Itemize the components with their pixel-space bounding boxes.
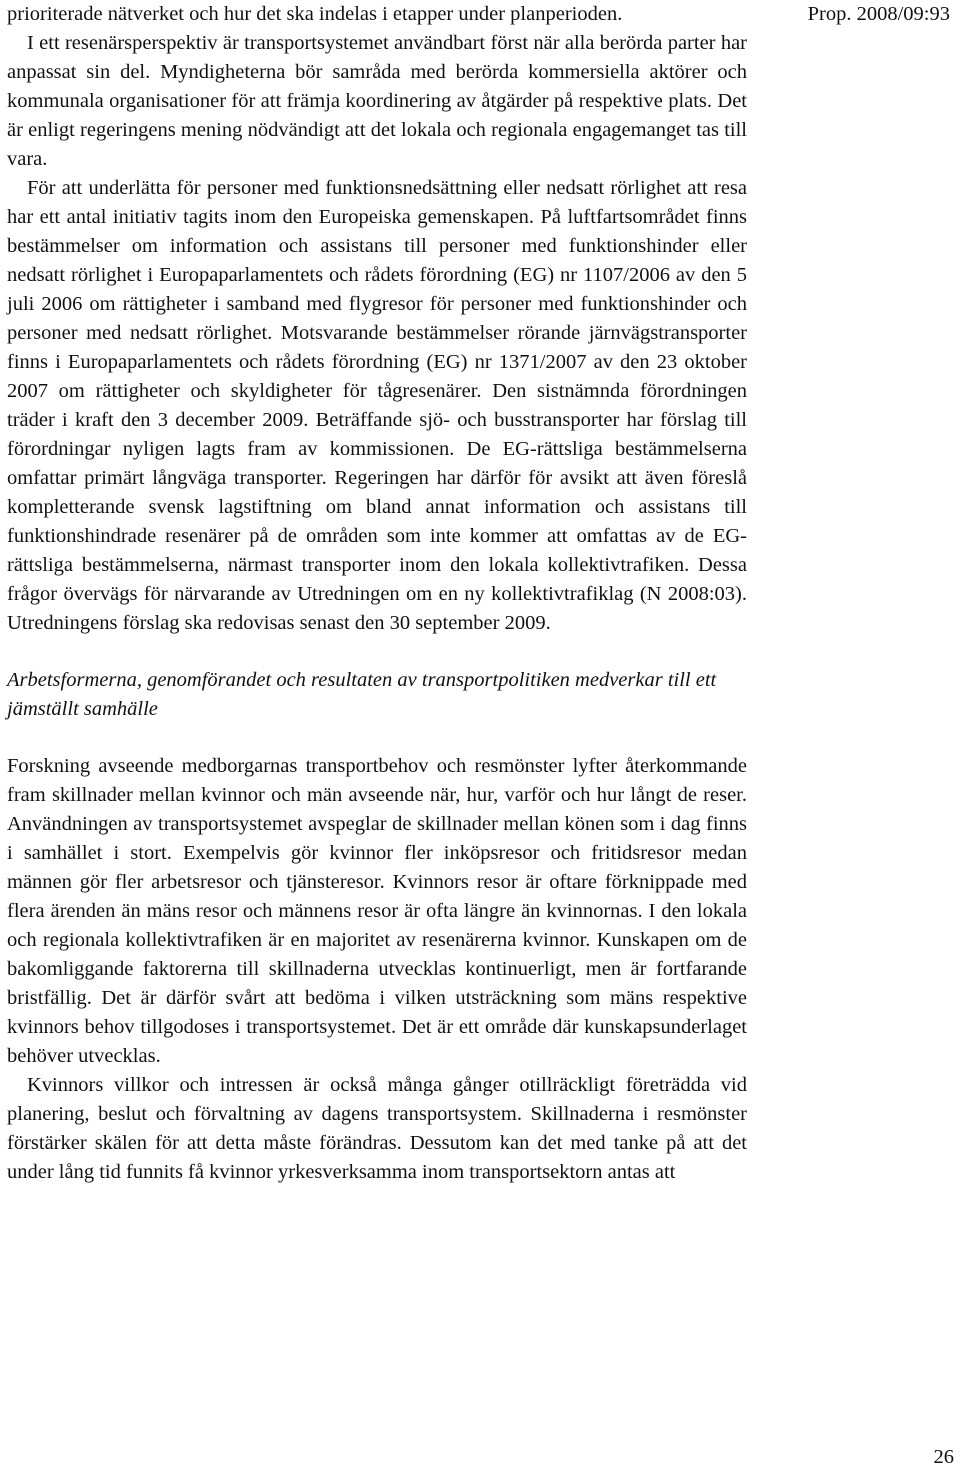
paragraph-gender-research: Forskning avseende medborgarnas transportbehov och resmönster lyfter återkommande fram skillnader mellan kvinnor och män avseende när, hur, varför och hur långt de reser. Användningen av transportsystemet avspeglar de skillnader mellan könen som i dag finns i samhället i stort. Exempelvis gör kvinnor fler inköpsresor och fritidsresor medan männen gör fler arbetsresor och tjänsteresor. Kvinnors resor är oftare förknippade med flera ärenden än mäns resor och männens resor är ofta längre än kvinnornas. I den lokala och regionala kollektivtrafiken är en majoritet av resenärerna kvinnor. Kunskapen om de bakomliggande faktorerna till skillnaderna utvecklas kontinuerligt, men är fortfarande bristfällig. Det är därför svårt att bedöma i vilken utsträckning som mäns respektive kvinnors behov tillgodoses i transportsystemet. Det är ett område där kunskapsunderlaget behöver utvecklas. — [7, 755, 747, 1067]
paragraph-women-representation: Kvinnors villkor och intressen är också många gånger otillräckligt företrädda vid planering, beslut och förvaltning av dagens transportsystem. Skillnaderna i resmönster förstärker skälen för att detta måste förändras. Dessutom kan det med tanke på att det under lång tid funnits få kvinnor yrkesverksamma inom transportsektorn antas att — [7, 1074, 747, 1183]
proposition-reference: Prop. 2008/09:93 — [807, 3, 950, 25]
paragraph-continuation: prioriterade nätverket och hur det ska indelas i etapper under planperioden. — [7, 3, 623, 25]
page-number: 26 — [933, 1446, 954, 1468]
section-heading: Arbetsformerna, genomförandet och resultaten av transportpolitiken medverkar till ett jämställt samhälle — [7, 669, 717, 720]
paragraph-disability-initiatives: För att underlätta för personer med funktionsnedsättning eller nedsatt rörlighet att resa har ett antal initiativ tagits inom den Europeiska gemenskapen. På luftfartsområdet finns bestämmelser om information och assistans till personer med funktionshinder eller nedsatt rörlighet i Europaparlamentets och rådets förordning (EG) nr 1107/2006 av den 5 juli 2006 om rättigheter i samband med flygresor för personer med funktionshinder och personer med nedsatt rörlighet. Motsvarande bestämmelser rörande järnvägstransporter finns i Europaparlamentets och rådets förordning (EG) nr 1371/2007 av den 23 oktober 2007 om rättigheter och skyldigheter för tågresenärer. Den sistnämnda förordningen träder i kraft den 3 december 2009. Beträffande sjö- och busstransporter har förslag till förordningar nyligen lagts fram av kommissionen. De EG-rättsliga bestämmelserna omfattar primärt långväga transporter. Regeringen har därför för avsikt att även föreslå kompletterande svensk lagstiftning om bland annat information och assistans till funktionshindrade resenärer på de områden som inte kommer att omfattas av de EG-rättsliga bestämmelserna, närmast transporter inom den lokala kollektivtrafiken. Dessa frågor övervägs för närvarande av Utredningen om en ny kollektivtrafiklag (N 2008:03). Utredningens förslag ska redovisas senast den 30 september 2009. — [7, 177, 747, 634]
paragraph-travel-perspective: I ett resenärsperspektiv är transportsystemet användbart först när alla berörda parter har anpassat sin del. Myndigheterna bör samråda med berörda kommersiella aktörer och kommunala organisationer för att främja koordinering av åtgärder på respektive plats. Det är enligt regeringens mening nödvändigt att det lokala och regionala engagemanget tas till vara. — [7, 32, 747, 170]
document-body — [7, 0, 747, 1187]
